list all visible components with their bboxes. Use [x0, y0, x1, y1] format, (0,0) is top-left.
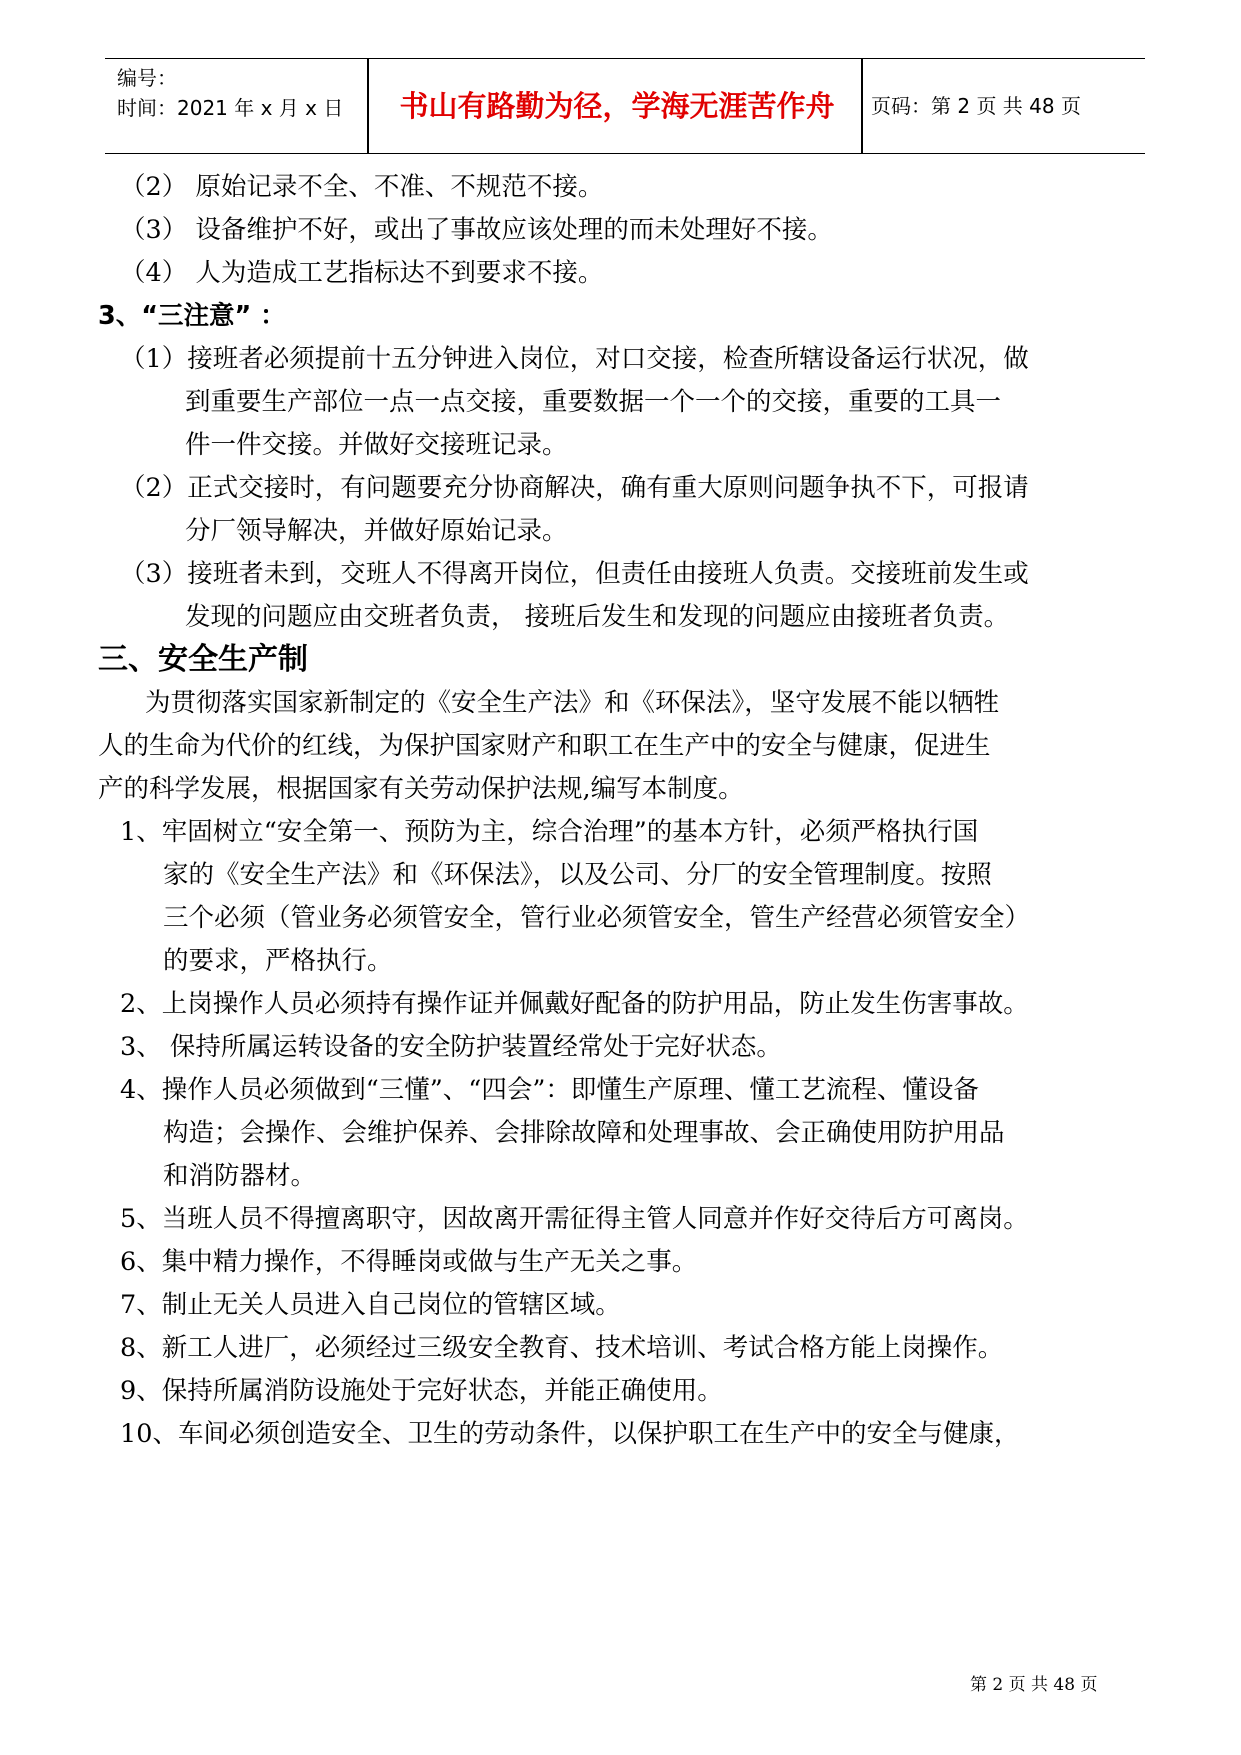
text-line: 到重要生产部位一点一点交接，重要数据一个一个的交接，重要的工具一: [185, 387, 1002, 417]
text-line: 三个必须（管业务必须管安全，管行业必须管安全，管生产经营必须管安全）: [163, 903, 1031, 933]
page-footer: 第 2 页 共 48 页: [970, 1675, 1098, 1695]
text-line: 3、 保持所属运转设备的安全防护装置经常处于完好状态。: [120, 1032, 782, 1062]
text-line: 为贯彻落实国家新制定的《安全生产法》和《环保法》，坚守发展不能以牺牲: [145, 688, 1000, 718]
header-motto: 书山有路勤为径，学海无涯苦作舟: [399, 89, 835, 123]
header-meta: [117, 63, 343, 123]
text-line: 人的生命为代价的红线，为保护国家财产和职工在生产中的安全与健康，促进生: [98, 731, 991, 761]
text-line: （3） 设备维护不好，或出了事故应该处理的而未处理好不接。: [120, 215, 833, 245]
header-page-number: 页码：第 2 页 共 48 页: [871, 94, 1081, 118]
text-line: 发现的问题应由交班者负责， 接班后发生和发现的问题应由接班者负责。: [185, 602, 1010, 632]
subheading: 3、“三注意” ：: [98, 301, 286, 331]
section-heading: 三、安全生产制: [98, 642, 308, 677]
text-line: （1）接班者必须提前十五分钟进入岗位，对口交接，检查所辖设备运行状况，做: [120, 344, 1029, 374]
text-line: 2、上岗操作人员必须持有操作证并佩戴好配备的防护用品，防止发生伤害事故。: [120, 989, 1029, 1019]
doc-number: 编号：: [117, 66, 177, 90]
header-divider: [861, 59, 863, 153]
text-line: 1、牢固树立“安全第一、预防为主，综合治理”的基本方针，必须严格执行国: [120, 817, 979, 847]
text-line: 和消防器材。: [163, 1161, 317, 1191]
text-line: 件一件交接。并做好交接班记录。: [185, 430, 568, 460]
doc-time: 时间：2021 年 x 月 x 日: [117, 96, 344, 120]
text-line: 构造；会操作、会维护保养、会排除故障和处理事故、会正确使用防护用品: [163, 1118, 1005, 1148]
text-line: 分厂领导解决，并做好原始记录。: [185, 516, 568, 546]
text-line: 5、当班人员不得擅离职守，因故离开需征得主管人同意并作好交待后方可离岗。: [120, 1204, 1029, 1234]
text-line: （2） 原始记录不全、不准、不规范不接。: [120, 172, 604, 202]
text-line: （4） 人为造成工艺指标达不到要求不接。: [120, 258, 604, 288]
text-line: （2）正式交接时，有问题要充分协商解决，确有重大原则问题争执不下，可报请: [120, 473, 1029, 503]
text-line: 产的科学发展，根据国家有关劳动保护法规,编写本制度。: [98, 774, 744, 804]
header-divider: [367, 59, 369, 153]
text-line: 7、制止无关人员进入自己岗位的管辖区域。: [120, 1290, 621, 1320]
text-line: 4、操作人员必须做到“三懂”、“四会”：即懂生产原理、懂工艺流程、懂设备: [120, 1075, 979, 1105]
text-line: （3）接班者未到，交班人不得离开岗位，但责任由接班人负责。交接班前发生或: [120, 559, 1029, 589]
text-line: 8、新工人进厂，必须经过三级安全教育、技术培训、考试合格方能上岗操作。: [120, 1333, 1004, 1363]
text-line: 9、保持所属消防设施处于完好状态，并能正确使用。: [120, 1376, 723, 1406]
text-line: 10、车间必须创造安全、卫生的劳动条件，以保护职工在生产中的安全与健康，: [120, 1419, 1020, 1449]
page-header: [105, 58, 1145, 154]
text-line: 家的《安全生产法》和《环保法》，以及公司、分厂的安全管理制度。按照: [163, 860, 992, 890]
text-line: 6、集中精力操作，不得睡岗或做与生产无关之事。: [120, 1247, 698, 1277]
text-line: 的要求，严格执行。: [163, 946, 393, 976]
